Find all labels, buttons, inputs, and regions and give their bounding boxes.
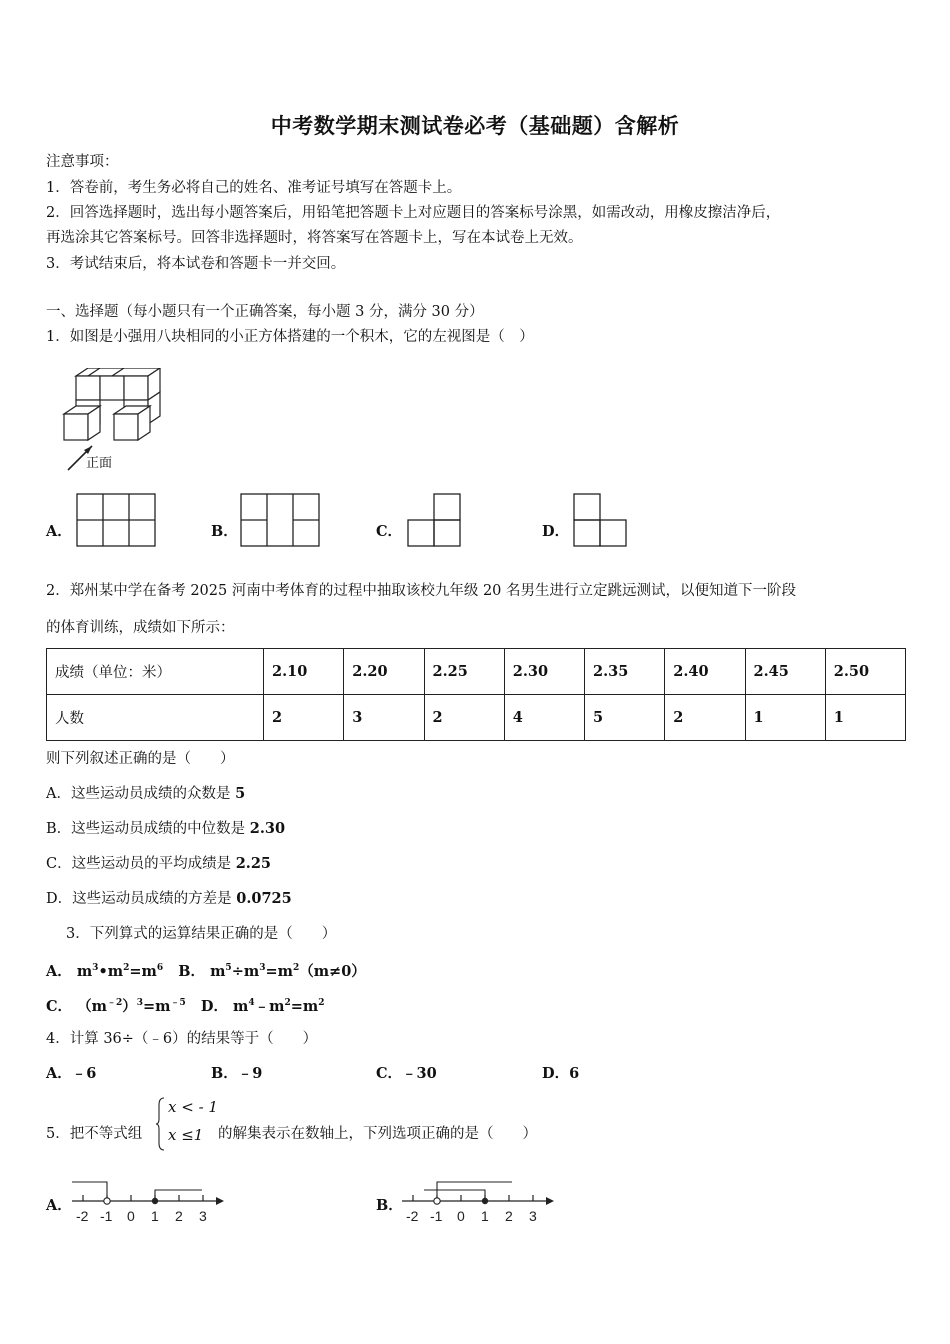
- q4-option-a[interactable]: A．﹣6: [46, 1065, 97, 1082]
- table-cell: 2: [264, 695, 344, 741]
- tick-label: -2: [406, 1208, 419, 1224]
- tick-label: 2: [505, 1208, 513, 1224]
- notice-item-2b: 再选涂其它答案标号。回答非选择题时，将答案写在答题卡上，写在本试卷上无效。: [46, 230, 583, 246]
- q5-stem-a: 5．把不等式组: [46, 1126, 143, 1142]
- q1-option-a-figure[interactable]: [76, 493, 158, 549]
- table-cell: 2.10: [264, 649, 344, 695]
- q5-option-a-label: A．: [46, 1197, 72, 1214]
- q1-option-a-label: A．: [46, 523, 72, 540]
- tick-label: 3: [199, 1208, 207, 1224]
- table-cell: 2.25: [424, 649, 504, 695]
- q5-option-b-number-line[interactable]: [402, 1176, 560, 1226]
- inequality-2: x ≤1: [168, 1126, 204, 1144]
- inequality-1: x < - 1: [168, 1098, 218, 1116]
- section-heading: 一、选择题（每小题只有一个正确答案，每小题 3 分，满分 30 分）: [46, 304, 484, 320]
- q4-option-c[interactable]: C．﹣30: [376, 1065, 437, 1082]
- q2-option-d[interactable]: [46, 889, 292, 909]
- q3-option-b-expr: $m^5\div m^3=m^2$: [210, 962, 300, 980]
- q3-option-c-expr: $(m^{﹣2})^3=m^{﹣5}$: [77, 997, 186, 1015]
- q4-option-b[interactable]: B．﹣9: [211, 1065, 263, 1082]
- q1-option-c-figure[interactable]: [406, 493, 464, 549]
- q2-stem-a-text: 2．郑州某中学在备考 2025 河南中考体育的过程中抽取该校九年级 20 名男生进行立定跳远测试，以便知道下一阶段: [46, 583, 797, 599]
- tick-label: -1: [430, 1208, 443, 1224]
- q2-option-c[interactable]: [46, 854, 271, 874]
- q2-option-c-text: C．这些运动员的平均成绩是: [46, 856, 232, 872]
- q3-option-d-expr: $m^4﹣m^2=m^2$: [233, 997, 325, 1015]
- table-cell: 2: [665, 695, 745, 741]
- q1-option-b-figure[interactable]: [240, 493, 322, 549]
- front-label: 正面: [86, 456, 113, 471]
- notice-heading: 注意事项：: [46, 154, 119, 170]
- q3-option-b-label[interactable]: B．: [178, 962, 206, 980]
- notice-item-2a: 2．回答选择题时，选出每小题答案后，用铅笔把答题卡上对应题目的答案标号涂黑，如需改动，用橡皮擦洁净后，: [46, 205, 781, 221]
- q2-option-c-value: 2.25: [235, 855, 272, 872]
- tick-label: 0: [127, 1208, 135, 1224]
- q4-stem: 4．计算 36÷（﹣6）的结果等于（ ）: [46, 1031, 318, 1047]
- tick-label: 0: [457, 1208, 465, 1224]
- q3-stem: 3．下列算式的运算结果正确的是（ ）: [66, 926, 337, 942]
- q1-option-b-label: B．: [211, 523, 238, 540]
- q1-option-d-label: D．: [542, 523, 570, 540]
- notice-item-3: 3．考试结束后，将本试卷和答题卡一并交回。: [46, 256, 346, 272]
- q3-option-b-note: （m≠0）: [299, 962, 366, 980]
- q3-option-a-expr: $m^3•m^2=m^6$: [76, 962, 164, 980]
- table-cell: 5: [585, 695, 665, 741]
- q2-ask: 则下列叙述正确的是（ ）: [46, 751, 235, 767]
- q3-option-c-label[interactable]: C．: [46, 997, 73, 1015]
- table-cell: 2.30: [504, 649, 584, 695]
- q3-option-d-label[interactable]: D．: [200, 997, 228, 1015]
- table-head-count: 人数: [47, 695, 264, 741]
- q1-stem: 1．如图是小强用八块相同的小正方体搭建的一个积木，它的左视图是（ ）: [46, 329, 534, 345]
- tick-label: -2: [76, 1208, 89, 1224]
- q1-option-d-figure[interactable]: [572, 493, 630, 549]
- q5-option-a-number-line[interactable]: [72, 1176, 230, 1226]
- table-cell: 2.45: [745, 649, 825, 695]
- q2-option-a[interactable]: [46, 784, 245, 804]
- q2-option-d-value: 0.0725: [236, 890, 292, 907]
- table-cell: 1: [825, 695, 905, 741]
- tick-label: 1: [151, 1208, 159, 1224]
- table-cell: 2.50: [825, 649, 905, 695]
- q2-stem-b: 的体育训练，成绩如下所示：: [46, 620, 235, 636]
- q2-option-b[interactable]: [46, 819, 285, 839]
- table-row: [47, 695, 906, 741]
- q3-row-cd: [46, 993, 325, 1017]
- q2-option-a-value: 5: [235, 785, 246, 802]
- q2-option-b-text: B．这些运动员成绩的中位数是: [46, 821, 246, 837]
- q2-stem-a: [46, 581, 796, 601]
- q1-option-c-label: C．: [376, 523, 403, 540]
- system-brace: [156, 1097, 166, 1151]
- q4-option-d[interactable]: D．6: [542, 1065, 580, 1082]
- table-cell: 2.40: [665, 649, 745, 695]
- q3-option-a-label[interactable]: A．: [46, 962, 72, 980]
- tick-label: 1: [481, 1208, 489, 1224]
- table-cell: 4: [504, 695, 584, 741]
- q2-option-a-text: A．这些运动员成绩的众数是: [46, 786, 231, 802]
- q2-option-b-value: 2.30: [249, 820, 286, 837]
- table-cell: 2.35: [585, 649, 665, 695]
- tick-label: -1: [100, 1208, 113, 1224]
- q5-option-b-label: B．: [376, 1197, 403, 1214]
- table-cell: 1: [745, 695, 825, 741]
- q3-row-ab: [46, 958, 366, 982]
- tick-label: 2: [175, 1208, 183, 1224]
- table-cell: 2.20: [344, 649, 424, 695]
- table-cell: 3: [344, 695, 424, 741]
- q2-option-d-text: D．这些运动员成绩的方差是: [46, 891, 232, 907]
- table-cell: 2: [424, 695, 504, 741]
- score-table: [46, 648, 906, 741]
- page-title: 中考数学期末测试卷必考（基础题）含解析: [270, 114, 680, 138]
- table-row: [47, 649, 906, 695]
- notice-item-1: 1．答卷前，考生务必将自己的姓名、准考证号填写在答题卡上。: [46, 180, 462, 196]
- tick-label: 3: [529, 1208, 537, 1224]
- q5-stem-b: 的解集表示在数轴上，下列选项正确的是（ ）: [218, 1126, 537, 1142]
- table-head-score: 成绩（单位：米）: [47, 649, 264, 695]
